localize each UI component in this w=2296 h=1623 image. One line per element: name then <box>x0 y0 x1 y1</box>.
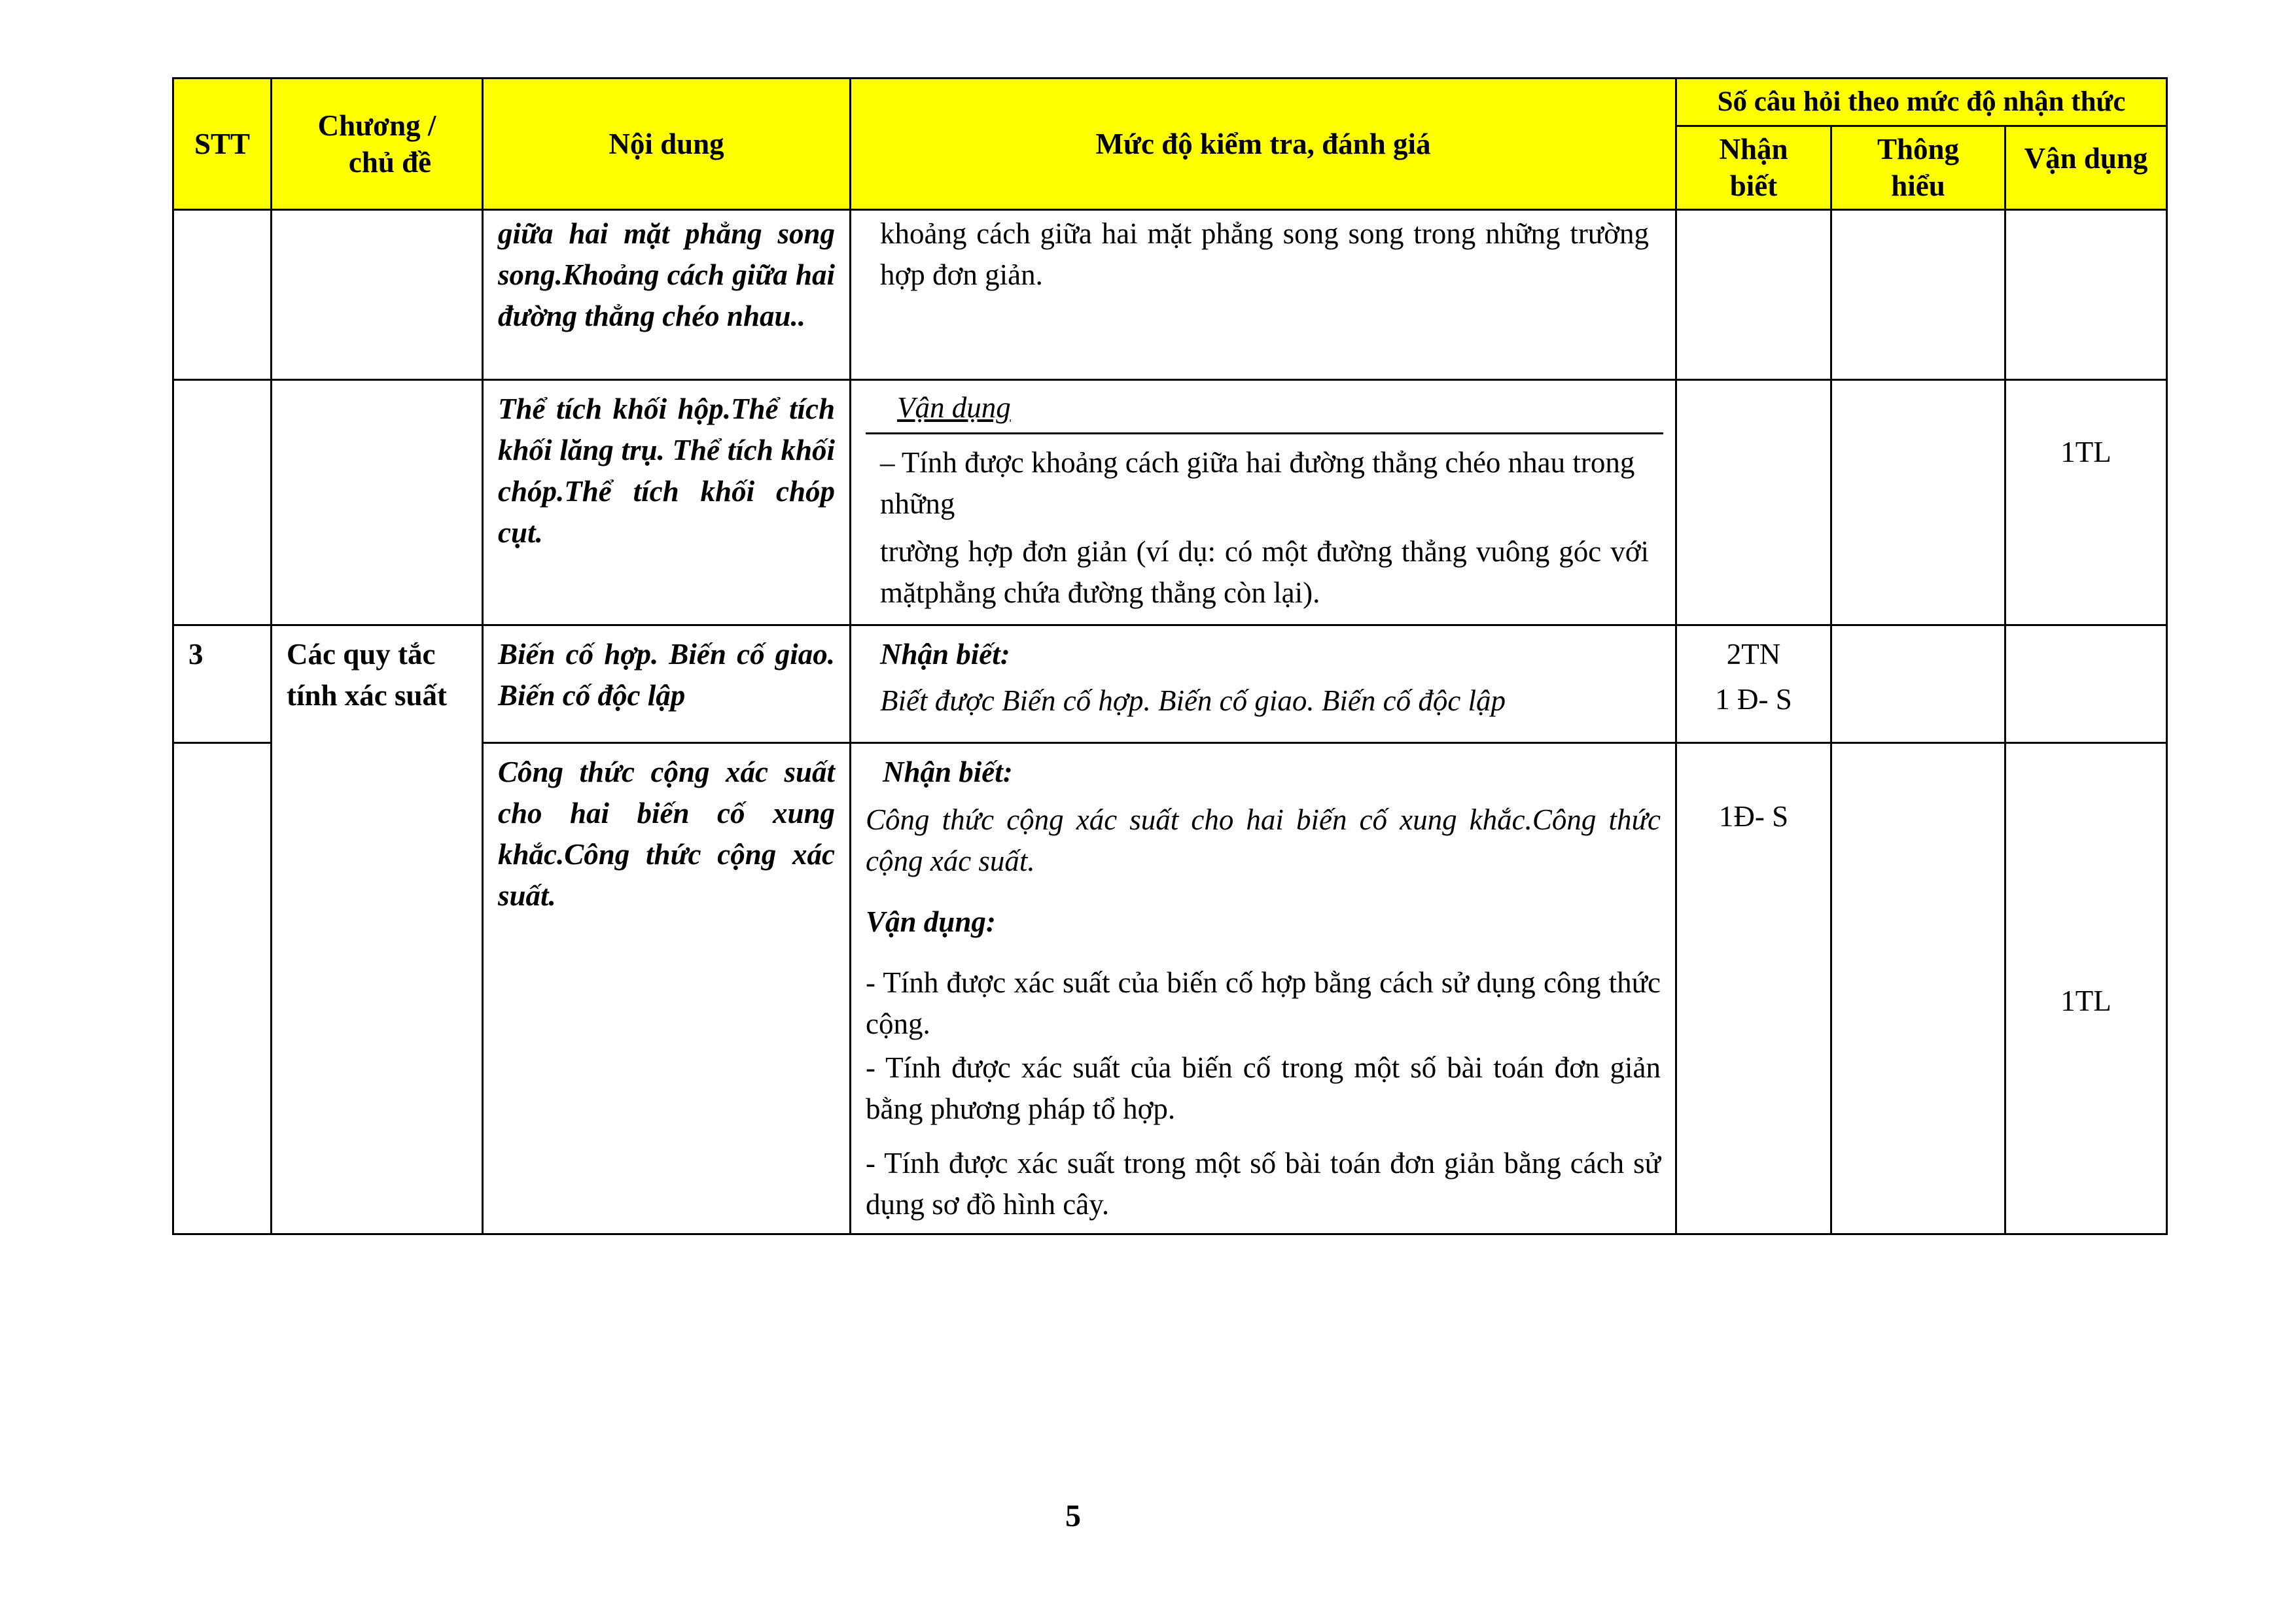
cell-recognize: 1Đ- S <box>1676 742 1831 1234</box>
header-recognize <box>1676 126 1831 209</box>
cell-apply <box>2005 209 2167 379</box>
cell-content: Biến cố hợp. Biến cố giao. Biến cố độc lập <box>483 625 851 742</box>
cell-recognize <box>1676 379 1831 625</box>
cell-understand <box>1831 209 2005 379</box>
cell-level <box>851 379 1676 625</box>
cell-content: giữa hai mặt phẳng song song.Khoảng cách giữa hai đường thẳng chéo nhau.. <box>483 209 851 379</box>
cell-stt: 3 <box>173 625 272 742</box>
cell-level <box>851 209 1676 379</box>
cell-apply <box>2005 625 2167 742</box>
cell-stt <box>173 742 272 1234</box>
cell-apply: 1TL <box>2005 742 2167 1234</box>
level-title: Nhận biết: <box>883 755 1013 788</box>
level-line: - Tính được xác suất của biến cố trong một số bài toán đơn giản bằng phương pháp tổ hợp. <box>866 1051 1661 1125</box>
cell-stt <box>173 209 272 379</box>
table-row <box>173 742 2167 1234</box>
level-line: – Tính được khoảng cách giữa hai đường thẳng chéo nhau trong những <box>880 445 1635 520</box>
level-title: Nhận biết: <box>880 637 1010 671</box>
header-question-count: Số câu hỏi theo mức độ nhận thức <box>1676 79 2167 126</box>
header-row-1 <box>173 79 2167 126</box>
recognize-line2: 1 Đ- S <box>1715 682 1792 716</box>
table-row <box>173 625 2167 742</box>
level-line: Biết được Biến cố hợp. Biến cố giao. Biến cố độc lập <box>880 684 1506 717</box>
cell-content: Công thức cộng xác suất cho hai biến cố xung khắc.Công thức cộng xác suất. <box>483 742 851 1234</box>
level-line: khoảng cách giữa hai mặt phẳng song song trong những trường hợp đơn giản. <box>880 217 1649 291</box>
level-line: trường hợp đơn giản (ví dụ: có một đường thẳng vuông góc với mặtphẳng chứa đường thẳng còn lại). <box>880 534 1649 609</box>
cell-stt <box>173 379 272 625</box>
cell-chapter: Các quy tắc tính xác suất <box>272 625 483 742</box>
header-recognize-line2: biết <box>1729 169 1778 203</box>
level-title: Vận dụng <box>866 381 1663 434</box>
header-chapter <box>272 79 483 210</box>
header-understand-line2: hiểu <box>1891 169 1945 203</box>
header-apply: Vận dụng <box>2005 126 2167 209</box>
level-title-2: Vận dụng: <box>866 905 996 938</box>
cell-recognize <box>1676 209 1831 379</box>
header-content: Nội dung <box>483 79 851 210</box>
header-level: Mức độ kiểm tra, đánh giá <box>851 79 1676 210</box>
cell-understand <box>1831 742 2005 1234</box>
header-recognize-line1: Nhận <box>1719 133 1788 166</box>
header-chapter-line2: chủ đề <box>348 145 432 179</box>
page-number: 5 <box>1065 1499 1081 1533</box>
cell-apply: 1TL <box>2005 379 2167 625</box>
table-row <box>173 379 2167 625</box>
table-row <box>173 209 2167 379</box>
cell-level <box>851 742 1676 1234</box>
header-understand-line1: Thông <box>1877 133 1960 166</box>
level-line: - Tính được xác suất trong một số bài toán đơn giản bằng cách sử dụng sơ đồ hình cây. <box>866 1146 1661 1221</box>
header-chapter-line1: Chương / <box>317 109 436 142</box>
cell-understand <box>1831 379 2005 625</box>
cell-recognize <box>1676 625 1831 742</box>
header-understand <box>1831 126 2005 209</box>
level-line: - Tính được xác suất của biến cố hợp bằng cách sử dụng công thức cộng. <box>866 966 1661 1040</box>
cell-chapter <box>272 209 483 379</box>
cell-chapter <box>272 379 483 625</box>
header-stt: STT <box>173 79 272 210</box>
cell-understand <box>1831 625 2005 742</box>
cell-level <box>851 625 1676 742</box>
assessment-matrix-table <box>172 77 2168 1235</box>
cell-chapter <box>272 742 483 1234</box>
level-line: Công thức cộng xác suất cho hai biến cố xung khắc.Công thức cộng xác suất. <box>866 803 1661 877</box>
recognize-line1: 2TN <box>1726 637 1781 671</box>
cell-content: Thể tích khối hộp.Thể tích khối lăng trụ. Thể tích khối chóp.Thể tích khối chóp cụt. <box>483 379 851 625</box>
